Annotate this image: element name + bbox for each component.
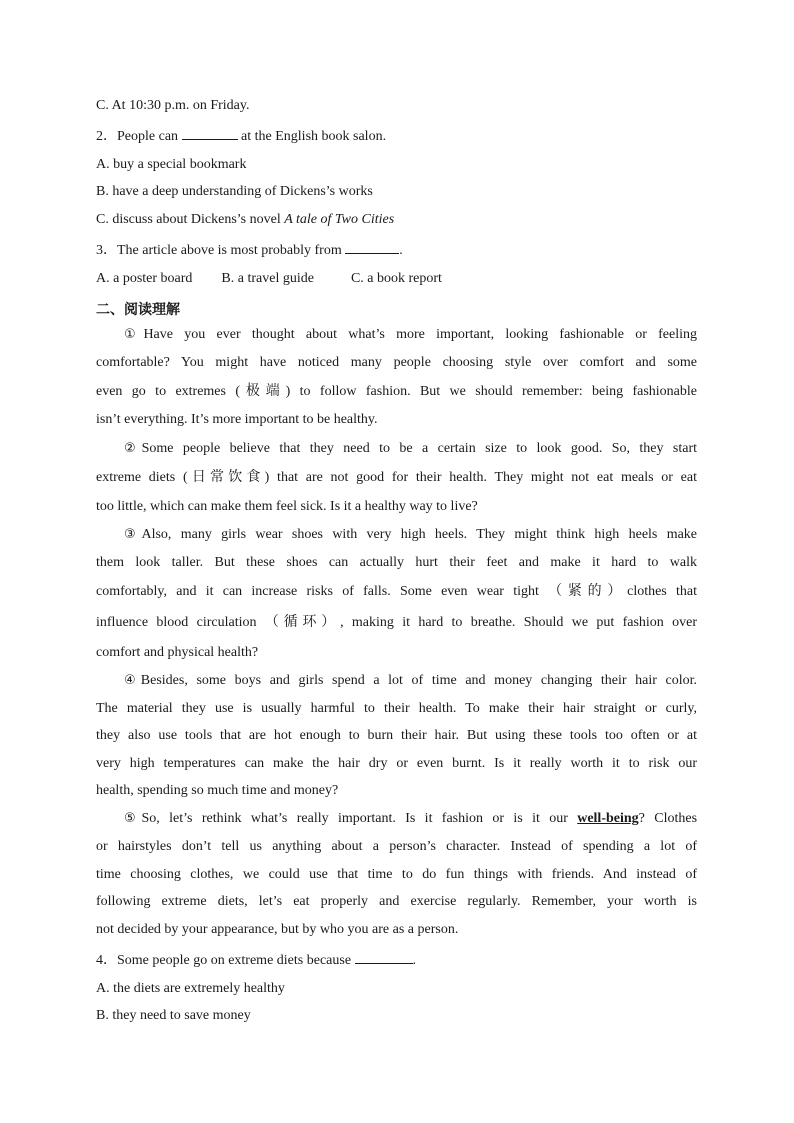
q1-option-c: C. At 10:30 p.m. on Friday. xyxy=(96,98,250,113)
paragraph-5-line-end: ? Clothes xyxy=(638,811,698,826)
q3-options xyxy=(96,270,442,288)
paragraph-1-line: Have you ever thought about what’s more important, looking fashionable or feeling xyxy=(143,327,698,342)
paragraph-3-line: Also, many girls wear shoes with very high heels. They might think high heels make xyxy=(141,527,698,542)
paragraph-3-line: them look taller. But these shoes can actually hurt their feet and make it hard to walk xyxy=(96,555,697,570)
paragraph-5-line: following extreme diets, let’s eat properly and exercise regularly. Remember, your worth is xyxy=(96,894,697,909)
paragraph-4-marker: ④ xyxy=(124,673,141,688)
paragraph-5-line: So, let’s rethink what’s really important. Is it fashion or is it our xyxy=(141,811,568,826)
q2-stem-before: 2．People can xyxy=(96,129,179,144)
paragraph-2-line: extreme diets (日常饮食) that are not good for their health. They might not eat meals or eat xyxy=(96,470,697,485)
paragraph-4-line: they also use tools that are hot enough to burn their hair. But using these tools too often or at xyxy=(96,728,697,743)
paragraph-2-line: too little, which can make them feel sick. Is it a healthy way to live? xyxy=(96,499,478,514)
paragraph-5-line: or hairstyles don’t tell us anything about a person’s character. Instead of spending a lot of xyxy=(96,839,697,854)
q3-stem-after: . xyxy=(399,243,403,258)
q4-answer-blank[interactable] xyxy=(355,950,413,964)
paragraph-4-line: Besides, some boys and girls spend a lot of time and money changing their hair color. xyxy=(140,673,698,688)
paragraph-5-marker: ⑤ xyxy=(124,811,142,826)
paragraph-4-line: health, spending so much time and money? xyxy=(96,783,339,798)
q4-stem-before: 4．Some people go on extreme diets because xyxy=(96,953,352,968)
q4-option-a: A. the diets are extremely healthy xyxy=(96,981,285,996)
paragraph-3-marker: ③ xyxy=(124,527,142,542)
q4-option-b: B. they need to save money xyxy=(96,1008,251,1023)
paragraph-1-line: even go to extremes (极端) to follow fashion. But we should remember: being fashionable xyxy=(96,384,697,399)
q3-option-a: A. a poster board xyxy=(96,271,193,286)
q4-stem xyxy=(96,950,416,970)
q2-stem-after: at the English book salon. xyxy=(241,129,387,144)
paragraph-4-line: The material they use is usually harmful to their health. To make their hair straight or curly, xyxy=(96,701,697,716)
q2-stem xyxy=(96,126,386,146)
paragraph-4-line: very high temperatures can make the hair dry or even burnt. Is it really worth it to risk our xyxy=(96,756,697,771)
paragraph-3-line: influence blood circulation （循环）, making it hard to breathe. Should we put fashion over xyxy=(96,615,697,630)
q2-option-c-text: C. discuss about Dickens’s novel xyxy=(96,212,281,227)
q2-option-b: B. have a deep understanding of Dickens’s works xyxy=(96,184,373,199)
q3-stem xyxy=(96,240,403,260)
paragraph-2-line: Some people believe that they need to be a certain size to look good. So, they start xyxy=(141,441,698,456)
q3-stem-before: 3．The article above is most probably from xyxy=(96,243,342,258)
q4-stem-after: . xyxy=(412,953,417,968)
keyword-well-being: well-being xyxy=(577,811,639,826)
q2-answer-blank[interactable] xyxy=(182,126,238,140)
paragraph-2-marker: ② xyxy=(124,441,142,456)
q3-option-c: C. a book report xyxy=(350,271,442,286)
paragraph-1-marker: ① xyxy=(124,327,144,342)
paragraph-1-line: comfortable? You might have noticed many people choosing style over comfort and some xyxy=(96,355,697,370)
paragraph-3-line: comfort and physical health? xyxy=(96,645,259,660)
section-heading: 二、阅读理解 xyxy=(96,302,180,318)
q3-option-b: B. a travel guide xyxy=(221,271,314,286)
q2-option-c xyxy=(96,211,394,229)
paragraph-1-line: isn’t everything. It’s more important to be healthy. xyxy=(96,412,378,427)
q3-answer-blank[interactable] xyxy=(345,240,399,254)
novel-title: A tale of Two Cities xyxy=(284,212,395,227)
q2-option-a: A. buy a special bookmark xyxy=(96,157,247,172)
paragraph-5-line: not decided by your appearance, but by who you are as a person. xyxy=(96,922,459,937)
paragraph-3-line: comfortably, and it can increase risks of falls. Some even wear tight （紧的）clothes that xyxy=(96,584,697,599)
paragraph-5-line: time choosing clothes, we could use that time to do fun things with friends. And instead of xyxy=(96,867,697,882)
